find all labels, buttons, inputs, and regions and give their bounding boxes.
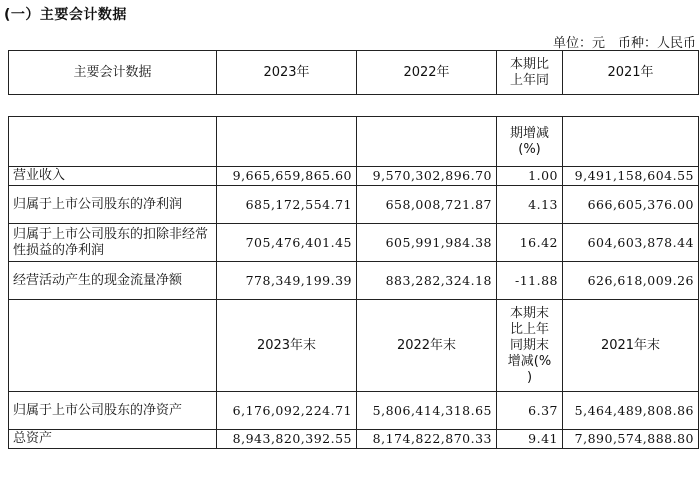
row-label: 归属于上市公司股东的扣除非经常性损益的净利润 [9,224,217,262]
table-row [9,224,699,262]
header-col-2023-end: 2023年末 [217,300,357,392]
cell-2021: 9,491,158,604.55 [563,167,699,186]
row-label: 归属于上市公司股东的净资产 [9,392,217,430]
row-label: 总资产 [9,430,217,449]
header-col-2022-end: 2022年末 [357,300,497,392]
cell-2023: 705,476,401.45 [217,224,357,262]
cell-2022: 5,806,414,318.65 [357,392,497,430]
header-col-change: 本期比 上年同 [497,51,563,95]
cell-2023: 6,176,092,224.71 [217,392,357,430]
cell-change: 6.37 [497,392,563,430]
table-row [9,186,699,224]
section-heading: (一）主要会计数据 [4,7,127,23]
row-label: 归属于上市公司股东的净利润 [9,186,217,224]
table-row [9,262,699,300]
cell-2023: 685,172,554.71 [217,186,357,224]
cell-2022: 8,174,822,870.33 [357,430,497,449]
cell-change: 16.42 [497,224,563,262]
row-label: 经营活动产生的现金流量净额 [9,262,217,300]
cell-2021: 666,605,376.00 [563,186,699,224]
cell-2022: 658,008,721.87 [357,186,497,224]
cell-2022: 605,991,984.38 [357,224,497,262]
subheader-row-period-end [9,300,699,392]
unit-currency-line: 单位：元 币种：人民币 [552,36,696,51]
header-row [9,51,699,95]
subheader-change-unit: 期增减 (%) [497,117,563,167]
header-table [8,50,699,95]
cell-2021: 626,618,009.26 [563,262,699,300]
cell-2021: 7,890,574,888.80 [563,430,699,449]
cell-change: 4.13 [497,186,563,224]
cell-2023: 778,349,199.39 [217,262,357,300]
table-row [9,167,699,186]
cell-2021: 604,603,878.44 [563,224,699,262]
header-col-change-end: 本期末 比上年 同期末 增减(% ) [497,300,563,392]
cell-change: 1.00 [497,167,563,186]
header-col-2021-end: 2021年末 [563,300,699,392]
header-col-2021: 2021年 [563,51,699,95]
cell-2022: 883,282,324.18 [357,262,497,300]
header-col-2022: 2022年 [357,51,497,95]
table-row [9,392,699,430]
cell-change: 9.41 [497,430,563,449]
cell-2023: 9,665,659,865.60 [217,167,357,186]
cell-change: -11.88 [497,262,563,300]
header-col-label: 主要会计数据 [9,51,217,95]
table-row [9,430,699,449]
cell-2022: 9,570,302,896.70 [357,167,497,186]
header-col-2023: 2023年 [217,51,357,95]
cell-2023: 8,943,820,392.55 [217,430,357,449]
row-label: 营业收入 [9,167,217,186]
data-table [8,116,699,449]
cell-2021: 5,464,489,808.86 [563,392,699,430]
subheader-row [9,117,699,167]
